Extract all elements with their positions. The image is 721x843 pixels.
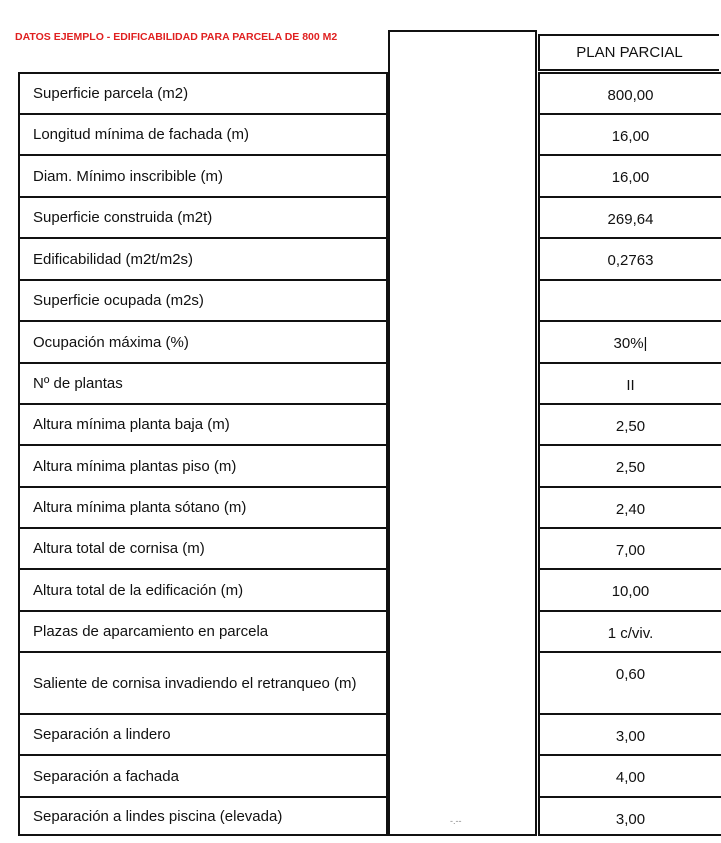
- row-label: Saliente de cornisa invadiendo el retranqueo (m): [18, 651, 388, 713]
- row-label: Nº de plantas: [18, 362, 388, 403]
- row-label: Separación a fachada: [18, 754, 388, 796]
- row-label: Altura mínima planta sótano (m): [18, 486, 388, 527]
- row-label: Superficie parcela (m2): [18, 72, 388, 113]
- column-mark: -.--: [450, 816, 462, 826]
- row-value: 3,00: [538, 713, 721, 754]
- row-value: 30%|: [538, 320, 721, 362]
- row-label: Altura total de la edificación (m): [18, 568, 388, 610]
- row-label: Superficie construida (m2t): [18, 196, 388, 237]
- row-label: Longitud mínima de fachada (m): [18, 113, 388, 154]
- row-value: 1 c/viv.: [538, 610, 721, 651]
- row-label: Edificabilidad (m2t/m2s): [18, 237, 388, 279]
- row-value: 16,00: [538, 154, 721, 196]
- row-label: Separación a lindes piscina (elevada): [18, 796, 388, 834]
- row-value: 7,00: [538, 527, 721, 568]
- row-value: 2,50: [538, 403, 721, 444]
- row-value: [538, 279, 721, 320]
- document-title: DATOS EJEMPLO - EDIFICABILIDAD PARA PARCELA DE 800 M2: [15, 31, 338, 43]
- row-label: Altura total de cornisa (m): [18, 527, 388, 568]
- row-value: 2,40: [538, 486, 721, 527]
- row-label: Altura mínima plantas piso (m): [18, 444, 388, 486]
- row-value: 0,60: [538, 651, 721, 713]
- row-label: Superficie ocupada (m2s): [18, 279, 388, 320]
- row-label: Diam. Mínimo inscribible (m): [18, 154, 388, 196]
- row-value: 2,50: [538, 444, 721, 486]
- blank-column: [388, 30, 537, 836]
- row-label: Altura mínima planta baja (m): [18, 403, 388, 444]
- row-value: 10,00: [538, 568, 721, 610]
- row-label: Plazas de aparcamiento en parcela: [18, 610, 388, 651]
- table-bottom-border: [18, 834, 388, 836]
- row-value: 0,2763: [538, 237, 721, 279]
- row-label: Separación a lindero: [18, 713, 388, 754]
- row-value: 16,00: [538, 113, 721, 154]
- row-value: 800,00: [538, 72, 721, 113]
- row-value: 4,00: [538, 754, 721, 796]
- row-label: Ocupación máxima (%): [18, 320, 388, 362]
- row-value: 269,64: [538, 196, 721, 237]
- row-value: II: [538, 362, 721, 403]
- plan-parcial-header: PLAN PARCIAL: [538, 34, 719, 71]
- table-bottom-border: [538, 834, 721, 836]
- row-value: 3,00: [538, 796, 721, 834]
